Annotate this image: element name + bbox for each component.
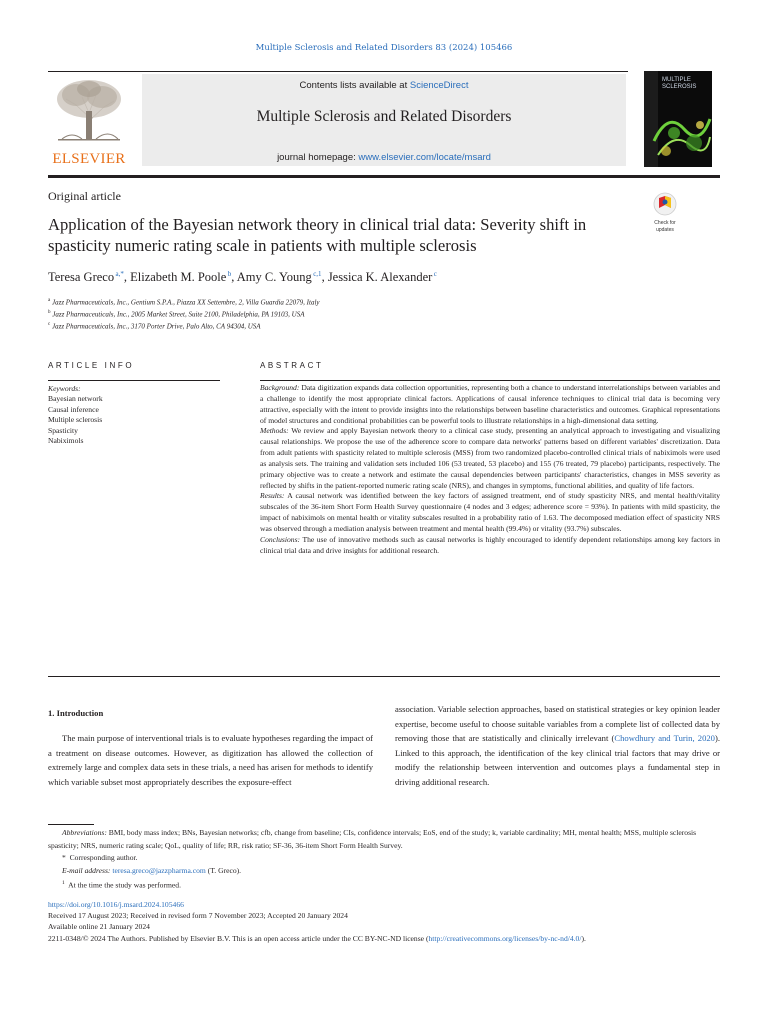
author-list: Teresa Greco $^{a,*}$, Elizabeth M. Poole $^b$, Amy C. Young $^{c,1}$, Jessica K. Alexander $^c$ bbox=[48, 270, 437, 285]
journal-masthead bbox=[48, 71, 720, 169]
abstract-rule bbox=[260, 380, 720, 381]
sciencedirect-link[interactable]: ScienceDirect bbox=[409, 80, 469, 91]
article-info-rule bbox=[48, 380, 220, 381]
journal-title: Multiple Sclerosis and Related Disorders bbox=[256, 108, 512, 125]
doi-link[interactable]: https://doi.org/10.1016/j.msard.2024.105466 bbox=[48, 900, 184, 909]
license-link[interactable]: http://creativecommons.org/licenses/by-nc-nd/4.0/ bbox=[428, 933, 582, 943]
cover-title-line1: MULTIPLE bbox=[662, 77, 691, 83]
article-title: Application of the Bayesian network theory in clinical trial data: Severity shift in spasticity numeric rating scale in patients with multiple sclerosis bbox=[48, 215, 587, 255]
affiliation-item: $^c$ Jazz Pharmaceuticals, Inc., 3170 Porter Drive, Palo Alto, CA 94304, USA bbox=[48, 321, 261, 330]
author-affiliation-mark[interactable]: a,* bbox=[115, 270, 124, 278]
abstract-results: Results: A causal network was identified between the key factors of assigned treatment, end of study spasticity NRS, and mental health/vitality subscales of the 36-item Short Form Health Survey questionnaire (4 nodes and 3 edges; adherence score = 93%). In patients with mild spasticity, the impact of nabiximols on mental health or vitality subscales resulted in a probability ratio of 1.63. The decomposed mediation effect of spasticity NRS was observed through a mediation analysis between treatment and mental health (99.4%) or vitality (93.7%) subscales. bbox=[260, 491, 720, 533]
affiliations bbox=[48, 296, 320, 331]
received-dates: Received 17 August 2023; Received in revised form 7 November 2023; Accepted 20 January 2024 bbox=[48, 911, 348, 921]
author-affiliation-mark[interactable]: c bbox=[433, 270, 437, 278]
homepage-line bbox=[142, 152, 626, 163]
homepage-prefix: journal homepage: bbox=[277, 152, 359, 163]
check-updates-label-2: updates bbox=[656, 226, 674, 233]
note1-footnote: $^1$ At the time the study was performed. bbox=[62, 880, 181, 890]
license-line: 2211-0348/© 2024 The Authors. Published by Elsevier B.V. This is an open access article under the CC BY-NC-ND license (http://creativecommons.org/licenses/by-nc-nd/4.0/). bbox=[48, 933, 586, 943]
keyword-item: Nabiximols bbox=[48, 436, 84, 446]
author-name: Teresa Greco bbox=[48, 270, 115, 285]
affiliation-item: $^a$ Jazz Pharmaceuticals, Inc., Gentium S.P.A., Piazza XX Settembre, 2, Villa Guardia 22079, Italy bbox=[48, 298, 320, 307]
citation-link[interactable]: Chowdhury and Turin, 2020 bbox=[614, 733, 715, 744]
keyword-item: Spasticity bbox=[48, 425, 78, 435]
email-link[interactable]: teresa.greco@jazzpharma.com bbox=[112, 865, 206, 875]
affiliation-item: $^b$ Jazz Pharmaceuticals, Inc., 2005 Market Street, Suite 2100, Philadelphia, PA 19103, USA bbox=[48, 309, 305, 319]
article-meta bbox=[48, 899, 720, 944]
section-heading-introduction: 1. Introduction bbox=[48, 708, 104, 718]
email-footnote: E-mail address: teresa.greco@jazzpharma.com (T. Greco). bbox=[62, 865, 242, 875]
author-name: Elizabeth M. Poole bbox=[130, 270, 227, 285]
cover-title-line2: SCLEROSIS bbox=[662, 83, 697, 90]
author-name: Jessica K. Alexander bbox=[327, 270, 433, 285]
keywords-label: Keywords: bbox=[48, 384, 81, 393]
intro-right-text: association. Variable selection approaches, based on statistical strategies or key opinion leader expertise, become useful to choose suitable variables from a complete list of collected data by removing those that are statistically and clinically irrelevant ( bbox=[395, 704, 720, 744]
abstract-background: Background: Data digitization expands data collection opportunities, representing both a chance to understand interrelationships between variables and a challenge to identify the most appropriate clinical factors. Applications of causal inference techniques to clinical trial data is becoming very attractive, especially with the intent to provide insights into the relationships between baseline characteristics and outcomes. Graphical representations of model structures and conditional probabilities can be powerful tools to illustrate relationships in a high-dimensional data setting. bbox=[260, 383, 720, 425]
intro-right-text-cont: ). Linked to this approach, the identification of the key clinical trial factors that may drive or modify the relationship between intervention and outcomes plays a fundamental step in driving additional research. bbox=[395, 733, 720, 787]
homepage-link[interactable]: www.elsevier.com/locate/msard bbox=[358, 152, 491, 163]
journal-cover-thumbnail[interactable] bbox=[644, 71, 712, 167]
keyword-item: Bayesian network bbox=[48, 394, 103, 404]
contents-prefix: Contents lists available at bbox=[299, 80, 410, 91]
journal-reference[interactable]: Multiple Sclerosis and Related Disorders 83 (2024) 105466 bbox=[255, 43, 513, 53]
available-online: Available online 21 January 2024 bbox=[48, 922, 150, 932]
abstract-conclusions: Conclusions: The use of innovative methods such as causal networks is highly encouraged to identify dependent relationships among key factors in clinical trial data and drive insights for additional research. bbox=[260, 534, 721, 555]
masthead-title-box bbox=[142, 74, 626, 166]
cover-title bbox=[662, 77, 696, 90]
intro-right-column bbox=[395, 702, 720, 790]
elsevier-wordmark: ELSEVIER bbox=[52, 151, 126, 167]
check-for-updates-icon bbox=[650, 192, 680, 216]
keyword-item: Multiple sclerosis bbox=[48, 415, 103, 425]
keyword-item: Causal inference bbox=[48, 404, 99, 414]
header-divider bbox=[48, 175, 720, 178]
check-for-updates-button[interactable] bbox=[648, 192, 682, 233]
check-updates-label-1: Check for bbox=[654, 220, 676, 226]
corresponding-footnote: * Corresponding author. bbox=[62, 853, 138, 863]
abbreviations-footnote: Abbreviations: BMI, body mass index; BNs, Bayesian networks; cfb, change from baseline; CIs, confidence intervals; EoS, end of the study; k, variable cardinality; MH, mental health; MSS, multiple sclerosis spasticity; NRS, numeric rating scale; QoL, quality of life; RR, risk ratio; SF-36, 36-item Short Form Health Survey. bbox=[48, 828, 697, 850]
author-affiliation-mark[interactable]: c,1 bbox=[313, 270, 322, 278]
contents-line bbox=[142, 80, 626, 91]
article-info-heading: ARTICLE INFO bbox=[48, 361, 135, 370]
keywords-block bbox=[48, 384, 103, 446]
author-affiliation-mark[interactable]: b bbox=[227, 270, 232, 278]
elsevier-tree-icon bbox=[52, 77, 126, 141]
author-name: Amy C. Young bbox=[236, 270, 312, 285]
masthead-rule bbox=[48, 71, 628, 72]
abstract-body bbox=[260, 383, 720, 557]
footnotes bbox=[48, 827, 720, 893]
abstract-end-rule bbox=[48, 676, 720, 677]
article-type: Original article bbox=[48, 189, 121, 203]
elsevier-logo[interactable] bbox=[48, 77, 130, 169]
intro-left-column: The main purpose of interventional trials is to evaluate hypotheses regarding the impact of a treatment on disease outcomes. However, as digitization has allowed the collection of extremely large and complex data sets in these trials, a need has arisen for methods to identify which variable subset most appropriately describes the exposure-effect bbox=[48, 733, 373, 787]
footnote-rule bbox=[48, 824, 94, 825]
abstract-heading: ABSTRACT bbox=[260, 361, 324, 370]
abstract-methods: Methods: We review and apply Bayesian network theory to a clinical case study, presenting an analytical approach to investigating and visualizing causal relationships. We propose the use of the adherence score to compare data networks' patterns based on different variables' discretization. Data from adult patients with spasticity related to multiple sclerosis (MSS) from two randomized placebo-controlled clinical trials of nabiximols were used as analysis sets. The training and validation sets included 106 (53 treated, 53 placebo) and 155 (76 treated, 79 placebo) participants, respectively. The primary objective was to create a network and estimate the causal dependencies between participants' characteristics, changes in MSS severity as reflected by shifts in the patient-reported numeric rating scale (NRS), and changes in symptoms, functional abilities, and quality of life factors. bbox=[260, 426, 721, 490]
